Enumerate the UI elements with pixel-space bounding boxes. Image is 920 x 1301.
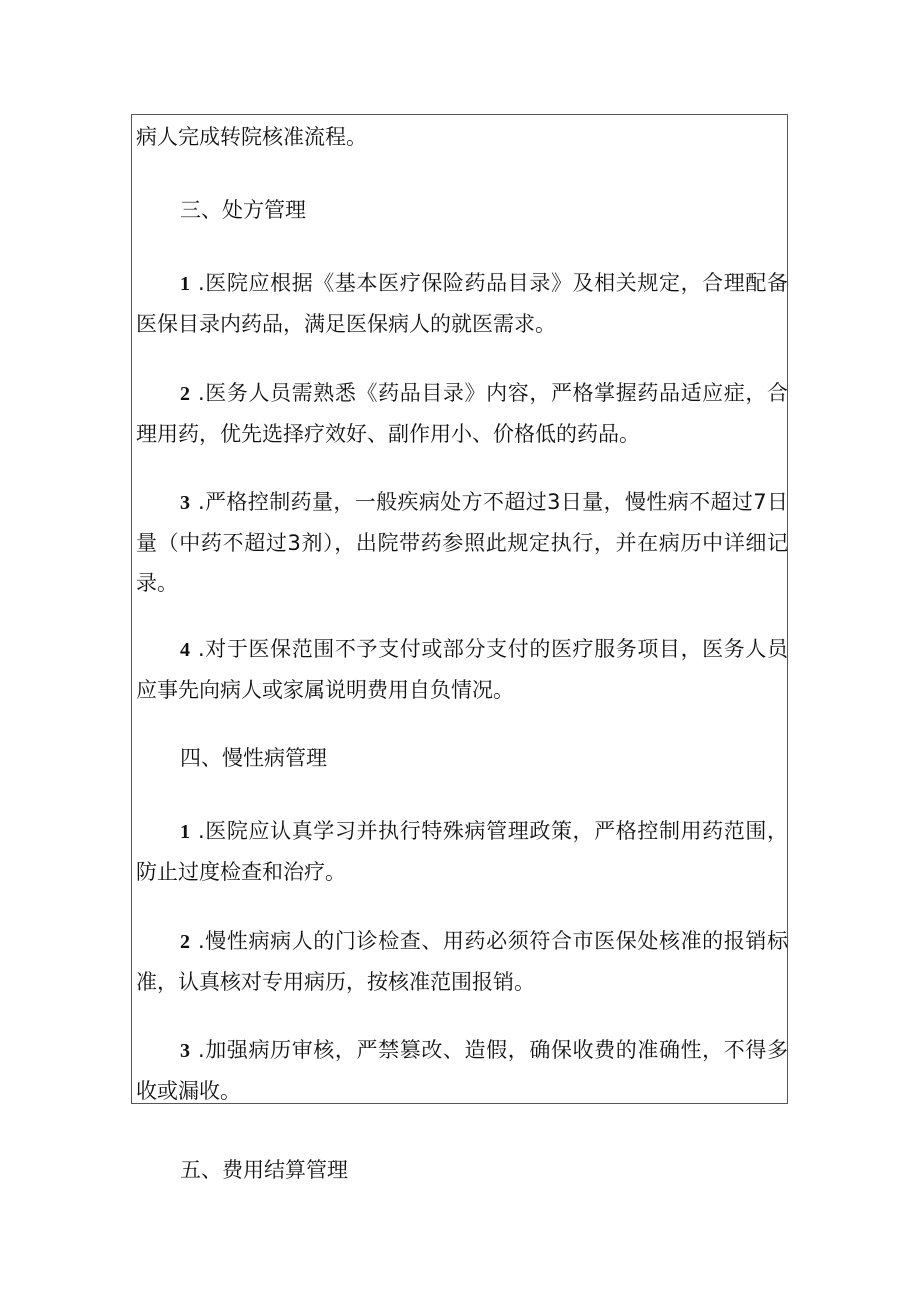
item-text: .医务人员需熟悉《药品目录》内容，严格掌握药品适应症，合理用药，优先选择疗效好、副作用小、价格低的药品。 (136, 381, 788, 446)
section-5-heading: 五、费用结算管理 (180, 1158, 348, 1182)
item-text: .慢性病病人的门诊检查、用药必须符合市医保处核准的报销标准，认真核对专用病历，按核准范围报销。 (136, 929, 788, 994)
section-4-item-1 (136, 811, 788, 892)
section-3-item-3 (136, 482, 788, 603)
section-4-item-2 (136, 921, 788, 1002)
section-3-item-4 (136, 629, 788, 710)
item-text: .加强病历审核，严禁篡改、造假，确保收费的准确性，不得多收或漏收。 (136, 1038, 788, 1103)
item-number: 1 (180, 273, 190, 295)
item-number: 4 (180, 639, 190, 661)
item-text: .严格控制药量，一般疾病处方不超过3日量，慢性病不超过7日量（中药不超过3剂），出院带药参照此规定执行，并在病历中详细记录。 (136, 490, 788, 595)
item-number: 2 (180, 931, 190, 953)
section-3-heading: 三、处方管理 (180, 198, 306, 222)
item-text: .医院应根据《基本医疗保险药品目录》及相关规定，合理配备医保目录内药品，满足医保病人的就医需求。 (136, 271, 788, 336)
item-number: 2 (180, 383, 190, 405)
item-text: .医院应认真学习并执行特殊病管理政策，严格控制用药范围，防止过度检查和治疗。 (136, 819, 788, 884)
continuation-text: 病人完成转院核准流程。 (136, 125, 367, 149)
section-4-item-3 (136, 1030, 788, 1111)
section-3-item-1 (136, 263, 788, 344)
section-4-heading: 四、慢性病管理 (180, 746, 327, 770)
section-3-item-2 (136, 373, 788, 454)
item-number: 1 (180, 821, 190, 843)
item-text: .对于医保范围不予支付或部分支付的医疗服务项目，医务人员应事先向病人或家属说明费用自负情况。 (136, 637, 788, 702)
item-number: 3 (180, 492, 190, 514)
item-number: 3 (180, 1040, 190, 1062)
